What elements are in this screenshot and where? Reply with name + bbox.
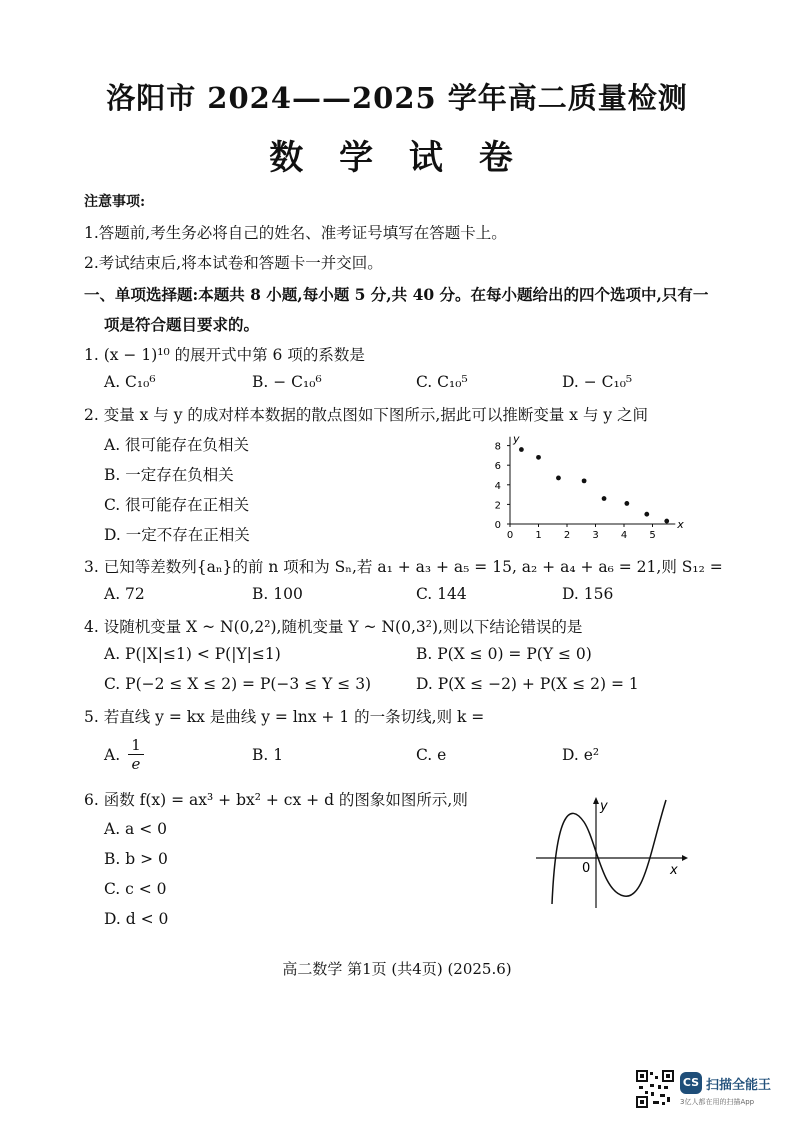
scatter-x-tick-label: 0 — [506, 530, 514, 541]
section-heading: 一、单项选择题:本题共 8 小题,每小题 5 分,共 40 分。在每小题给出的四个选项中,只有一 — [84, 285, 709, 304]
scatter-x-tick-label: 5 — [649, 530, 656, 541]
scatter-y-tick-label: 6 — [494, 461, 501, 473]
scatter-x-tick-label: 4 — [620, 530, 628, 541]
fraction-numerator: 1 — [128, 736, 144, 755]
camscanner-logo-icon: CS — [680, 1072, 702, 1094]
q1-option-a: A. C₁₀⁶ — [104, 373, 156, 391]
q1-option-c: C. C₁₀⁵ — [416, 373, 468, 391]
y-axis-label: y — [600, 799, 608, 814]
question-2-stem: 2. 变量 x 与 y 的成对样本数据的散点图如下图所示,据此可以推断变量 x 与 y 之间 — [84, 406, 649, 424]
q5-option-a-label: A. — [104, 746, 121, 764]
camscanner-tagline: 3亿人都在用的扫描App — [680, 1098, 755, 1106]
question-6-stem: 6. 函数 f(x) = ax³ + bx² + cx + d 的图象如图所示,则 — [84, 791, 468, 809]
q1-option-d: D. − C₁₀⁵ — [562, 373, 633, 391]
scatter-y-tick-label: 0 — [494, 520, 501, 531]
exam-title: 洛阳市 2024——2025 学年高二质量检测 — [106, 81, 688, 115]
x-axis-label: x — [670, 863, 678, 878]
scatter-point — [519, 447, 524, 452]
page-footer: 高二数学 第1页 (共4页) (2025.6) — [282, 960, 512, 978]
q3-option-d: D. 156 — [562, 585, 614, 603]
scatter-plot — [478, 428, 698, 548]
notice-item: 1.答题前,考生务必将自己的姓名、准考证号填写在答题卡上。 — [84, 224, 507, 242]
scatter-y-axis-label: y — [513, 432, 520, 446]
q6-option-c: C. c < 0 — [104, 880, 167, 898]
scatter-x-tick-label: 3 — [592, 530, 599, 541]
scatter-point — [582, 478, 587, 483]
scatter-point — [602, 496, 607, 501]
q1-option-b: B. − C₁₀⁶ — [252, 373, 322, 391]
question-4-stem: 4. 设随机变量 X ~ N(0,2²),随机变量 Y ~ N(0,3²),则以下结论错误的是 — [84, 618, 583, 636]
scatter-point — [624, 501, 629, 506]
scatter-x-tick-label: 1 — [535, 530, 542, 541]
qr-code-icon — [636, 1070, 674, 1108]
scatter-point — [536, 455, 541, 460]
q4-option-d: D. P(X ≤ −2) + P(X ≤ 2) = 1 — [416, 675, 639, 693]
question-1-stem: 1. (x − 1)¹⁰ 的展开式中第 6 项的系数是 — [84, 346, 365, 364]
q4-option-a: A. P(|X|≤1) < P(|Y|≤1) — [104, 645, 281, 663]
q4-option-c: C. P(−2 ≤ X ≤ 2) = P(−3 ≤ Y ≤ 3) — [104, 675, 372, 693]
q6-option-a: A. a < 0 — [104, 820, 167, 838]
scatter-x-axis-label: x — [677, 518, 684, 531]
section-heading-cont: 项是符合题目要求的。 — [104, 315, 260, 334]
scatter-point — [556, 476, 561, 481]
scatter-y-tick-label: 8 — [494, 441, 501, 453]
question-3-stem: 3. 已知等差数列{aₙ}的前 n 项和为 Sₙ,若 a₁ + a₃ + a₅ = 15, a₂ + a₄ + a₆ = 21,则 S₁₂ = — [84, 558, 723, 576]
scatter-y-tick-label: 4 — [494, 480, 501, 492]
q5-option-d: D. e² — [562, 746, 600, 764]
q5-option-a-fraction — [128, 736, 144, 773]
camscanner-name: 扫描全能王 — [706, 1078, 772, 1093]
q6-option-d: D. d < 0 — [104, 910, 169, 928]
q2-option-b: B. 一定存在负相关 — [104, 466, 234, 484]
scatter-point — [644, 512, 649, 517]
notice-item: 2.考试结束后,将本试卷和答题卡一并交回。 — [84, 254, 383, 272]
q2-option-d: D. 一定不存在正相关 — [104, 526, 250, 544]
q3-option-c: C. 144 — [416, 585, 467, 603]
q5-option-b: B. 1 — [252, 746, 284, 764]
fraction-denominator: e — [131, 755, 141, 773]
q6-option-b: B. b > 0 — [104, 850, 168, 868]
notice-heading: 注意事项: — [84, 194, 146, 210]
q3-option-a: A. 72 — [104, 585, 145, 603]
cubic-graph — [532, 792, 692, 910]
q5-option-c: C. e — [416, 746, 447, 764]
y-axis-arrow — [593, 797, 599, 804]
cubic-curve — [552, 800, 666, 904]
q2-option-a: A. 很可能存在负相关 — [104, 436, 250, 454]
exam-subtitle: 数 学 试 卷 — [269, 138, 525, 178]
q3-option-b: B. 100 — [252, 585, 303, 603]
x-axis-arrow — [682, 855, 688, 861]
scatter-point — [664, 519, 669, 524]
q2-option-c: C. 很可能存在正相关 — [104, 496, 250, 514]
scatter-x-tick-label: 2 — [563, 530, 571, 541]
origin-label: 0 — [582, 861, 591, 876]
q4-option-b: B. P(X ≤ 0) = P(Y ≤ 0) — [416, 645, 592, 663]
scatter-y-tick-label: 2 — [494, 500, 501, 512]
question-5-stem: 5. 若直线 y = kx 是曲线 y = lnx + 1 的一条切线,则 k = — [84, 708, 485, 726]
